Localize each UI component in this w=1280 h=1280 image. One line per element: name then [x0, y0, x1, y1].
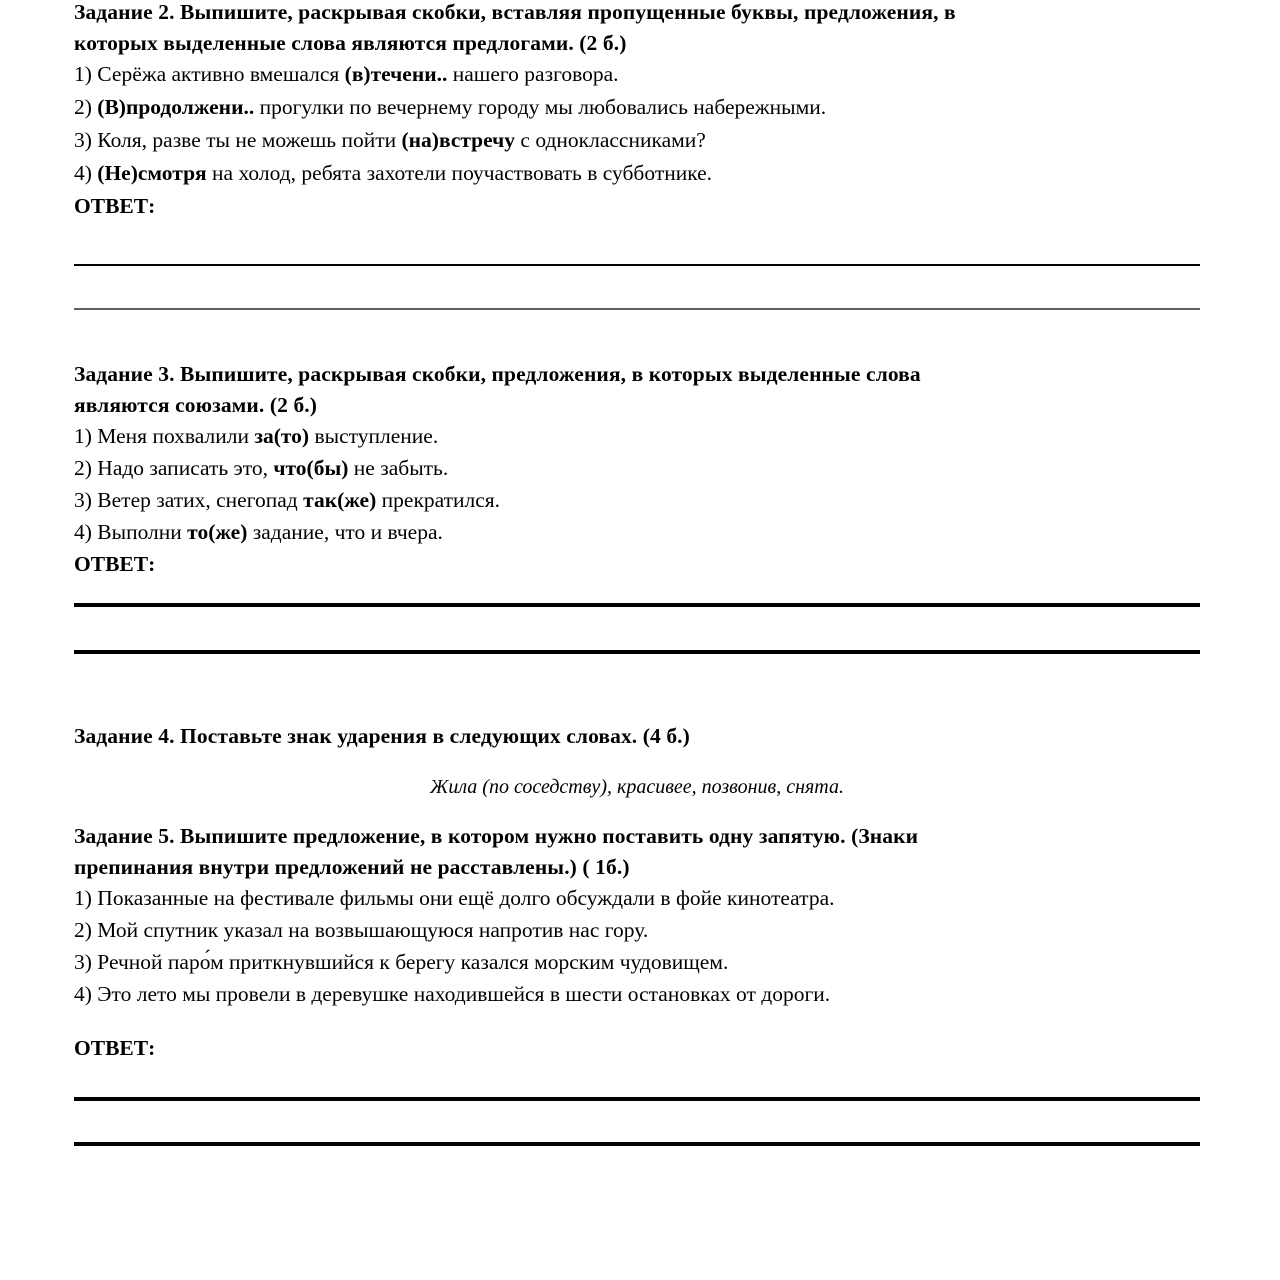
task-5-item-2 [74, 914, 1200, 947]
task-2-heading-text-2: которых выделенные слова являются предлогами. (2 б.) [74, 31, 627, 55]
item-bold: так(же) [303, 488, 377, 512]
item-number: 1) [74, 424, 92, 448]
item-number: 2) [74, 918, 92, 942]
item-number: 3) [74, 488, 92, 512]
task-3-heading-line-2 [74, 389, 1200, 422]
task-2-item-1-text [74, 58, 1200, 91]
item-before: Коля, разве ты не можешь пойти [91, 128, 402, 152]
task-4-heading-line-1 [74, 720, 1200, 753]
item-bold: за(то) [254, 424, 310, 448]
item-after: задание, что и вчера. [247, 520, 443, 544]
task-2-item-4 [74, 157, 1200, 190]
item-after: с одноклассниками? [515, 128, 706, 152]
task-3-item-1-text [74, 420, 1200, 453]
task-5-heading-text-2: препинания внутри предложений не расставлены.) ( 1б.) [74, 855, 630, 879]
task-5-answer-label-wrap [74, 1032, 155, 1065]
task-4-heading-text-1: Задание 4. Поставьте знак ударения в следующих словах. (4 б.) [74, 724, 690, 748]
task-3-answer-line-2[interactable] [74, 650, 1200, 654]
item-number: 3) [74, 950, 92, 974]
task-5-item-4-text [74, 978, 1200, 1011]
task-2-heading-line-2 [74, 27, 1200, 60]
item-number: 4) [74, 520, 92, 544]
task-3-item-4 [74, 516, 1200, 549]
task-2-answer-line-1[interactable] [74, 264, 1200, 266]
item-after: нашего разговора. [447, 62, 619, 86]
task-5-answer-line-1[interactable] [74, 1097, 1200, 1101]
item-body: Показанные на фестивале фильмы они ещё долго обсуждали в фойе кинотеатра. [91, 886, 835, 910]
task-3-answer-line-1[interactable] [74, 603, 1200, 607]
item-number: 3) [74, 128, 92, 152]
item-before: Серёжа активно вмешался [91, 62, 345, 86]
item-bold: то(же) [187, 520, 248, 544]
task-3-item-4-text [74, 516, 1200, 549]
task-5-item-1 [74, 882, 1200, 915]
task-5-heading-line-2 [74, 851, 1200, 884]
task-2-heading-line-1 [74, 0, 1200, 29]
task-2-item-2 [74, 91, 1200, 124]
task-3-item-1 [74, 420, 1200, 453]
item-before: Ветер затих, снегопад [91, 488, 304, 512]
task-3-heading-text-1: Задание 3. Выпишите, раскрывая скобки, предложения, в которых выделенные слова [74, 362, 921, 386]
task-2-answer-label: ОТВЕТ: [74, 194, 156, 218]
task-2-answer-label-wrap [74, 190, 155, 223]
item-after: прекратился. [376, 488, 501, 512]
task-5-item-4 [74, 978, 1200, 1011]
item-number: 4) [74, 161, 92, 185]
task-3-answer-label-wrap [74, 548, 155, 581]
task-5-heading-text-1: Задание 5. Выпишите предложение, в котором нужно поставить одну запятую. (Знаки [74, 824, 919, 848]
task-2-heading-text-1: Задание 2. Выпишите, раскрывая скобки, вставляя пропущенные буквы, предложения, в [74, 0, 956, 24]
item-number: 2) [74, 95, 92, 119]
task-2-answer-line-2[interactable] [74, 308, 1200, 310]
item-after: выступление. [309, 424, 439, 448]
item-after: на холод, ребята захотели поучаствовать в субботнике. [206, 161, 713, 185]
task-5-item-3 [74, 946, 1200, 979]
item-number: 1) [74, 62, 92, 86]
task-5-answer-label: ОТВЕТ: [74, 1036, 156, 1060]
task-2-item-3 [74, 124, 1200, 157]
task-2-item-1 [74, 58, 1200, 91]
task-3-item-2-text [74, 452, 1200, 485]
item-before: Надо записать это, [91, 456, 274, 480]
item-after: прогулки по вечернему городу мы любовались набережными. [254, 95, 827, 119]
item-number: 4) [74, 982, 92, 1006]
task-3-item-3-text [74, 484, 1200, 517]
item-bold: (на)встречу [401, 128, 516, 152]
item-bold: (Не)смотря [97, 161, 207, 185]
task-5-answer-line-2[interactable] [74, 1142, 1200, 1146]
item-bold: (в)течени.. [344, 62, 448, 86]
item-bold: что(бы) [273, 456, 349, 480]
item-number: 1) [74, 886, 92, 910]
item-number: 2) [74, 456, 92, 480]
item-body: Речной паро́м приткнувшийся к берегу казался морским чудовищем. [91, 950, 729, 974]
task-5-item-3-text [74, 946, 1200, 979]
task-5-heading-line-1 [74, 820, 1200, 853]
task-3-heading-line-1 [74, 358, 1200, 391]
task-4-words-wrap [74, 772, 1200, 802]
task-2-item-2-text [74, 91, 1200, 124]
task-5-item-2-text [74, 914, 1200, 947]
task-3-item-3 [74, 484, 1200, 517]
task-2-item-4-text [74, 157, 1200, 190]
task-3-heading-text-2: являются союзами. (2 б.) [74, 393, 318, 417]
item-bold: (В)продолжени.. [97, 95, 255, 119]
task-3-answer-label: ОТВЕТ: [74, 552, 156, 576]
item-body: Это лето мы провели в деревушке находившейся в шести остановках от дороги. [91, 982, 831, 1006]
item-before: Меня похвалили [91, 424, 255, 448]
task-4-words-line: Жила (по соседству), красивее, позвонив, снята. [430, 776, 844, 798]
task-2-item-3-text [74, 124, 1200, 157]
item-before: Выполни [91, 520, 188, 544]
item-after: не забыть. [348, 456, 449, 480]
task-5-item-1-text [74, 882, 1200, 915]
item-body: Мой спутник указал на возвышающуюся напротив нас гору. [91, 918, 649, 942]
task-3-item-2 [74, 452, 1200, 485]
